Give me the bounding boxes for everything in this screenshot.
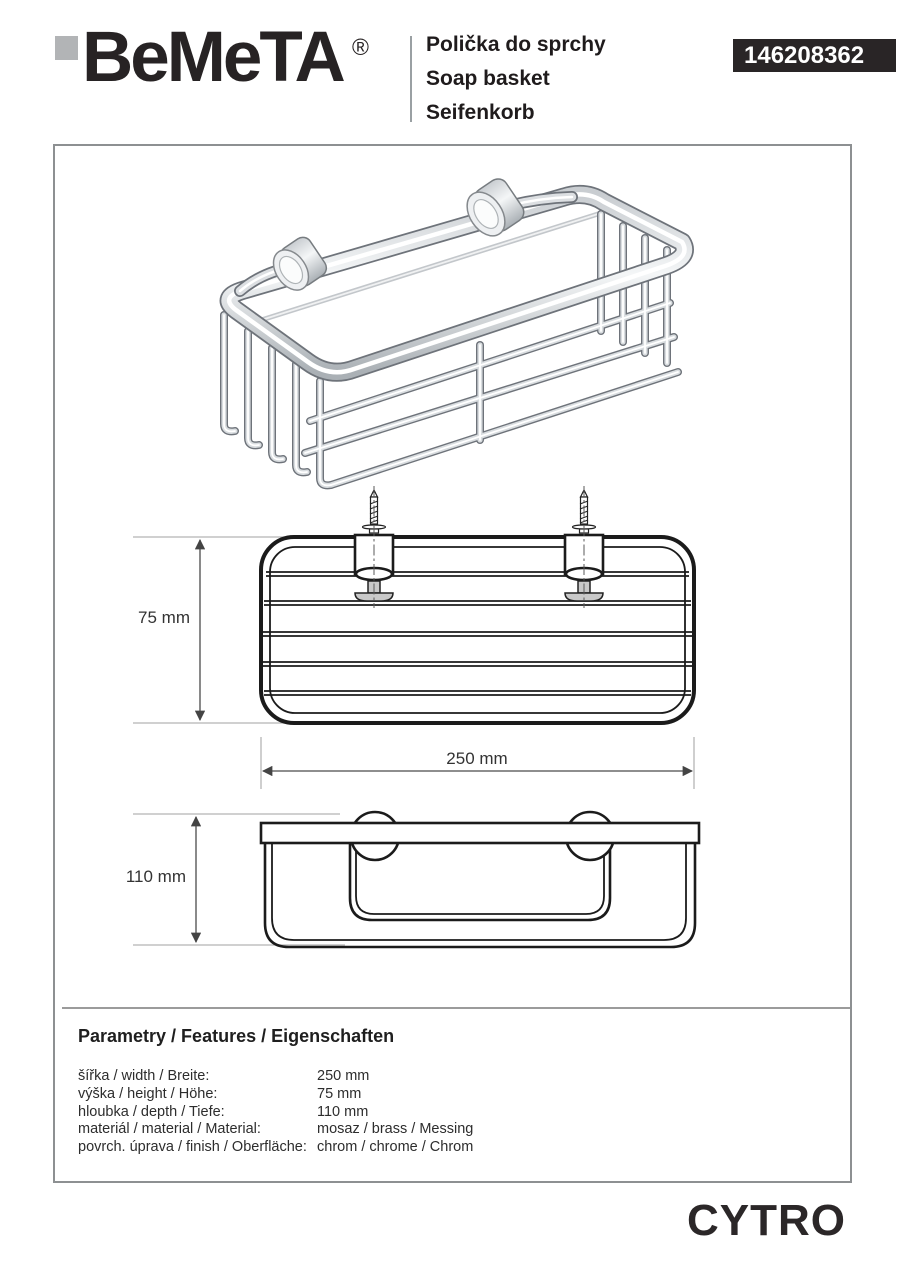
parameter-label: šířka / width / Breite: xyxy=(78,1068,210,1084)
table-row xyxy=(78,1121,473,1139)
width-dimension-label: 250 mm xyxy=(446,749,508,768)
parameters-table xyxy=(78,1068,473,1157)
depth-dimension-label: 110 mm xyxy=(125,867,186,886)
dimension-height xyxy=(138,540,200,720)
brand-logo: BeMeTA xyxy=(82,18,343,97)
table-row xyxy=(78,1068,473,1086)
product-3d-render xyxy=(224,175,685,485)
product-title-cs: Polička do sprchy xyxy=(426,33,606,56)
parameter-label: materiál / material / Material: xyxy=(78,1121,261,1138)
series-name: CYTRO xyxy=(687,1196,846,1245)
technical-drawings xyxy=(53,144,852,1008)
parameter-value: chrom / chrome / Chrom xyxy=(317,1139,474,1156)
parameter-value: 110 mm xyxy=(317,1103,369,1120)
product-title-de: Seifenkorb xyxy=(426,101,535,124)
product-title-en: Soap basket xyxy=(426,67,550,90)
back-rail-bar xyxy=(261,823,699,843)
logo-square xyxy=(55,36,78,60)
top-view-drawing xyxy=(126,812,699,947)
parameter-label: výška / height / Höhe: xyxy=(78,1085,218,1102)
table-row xyxy=(78,1086,473,1104)
height-dimension-label: 75 mm xyxy=(138,608,190,627)
parameter-value: 75 mm xyxy=(317,1085,362,1102)
parameter-value: mosaz / brass / Messing xyxy=(317,1121,474,1138)
parameters-heading: Parametry / Features / Eigenschaften xyxy=(78,1026,395,1046)
parameter-label: hloubka / depth / Tiefe: xyxy=(78,1103,225,1120)
parameter-value: 250 mm xyxy=(317,1068,370,1084)
table-row xyxy=(78,1139,473,1157)
parameter-label: povrch. úprava / finish / Oberfläche: xyxy=(78,1139,307,1156)
dimension-depth xyxy=(126,817,196,942)
product-code-badge: 146208362 xyxy=(733,39,896,72)
table-row xyxy=(78,1104,473,1122)
header-divider xyxy=(410,36,412,122)
product-titles xyxy=(426,28,606,130)
registered-trademark-icon: ® xyxy=(352,34,369,60)
section-divider xyxy=(62,1007,850,1009)
front-view-drawing xyxy=(133,486,694,789)
dimension-width xyxy=(261,737,694,789)
